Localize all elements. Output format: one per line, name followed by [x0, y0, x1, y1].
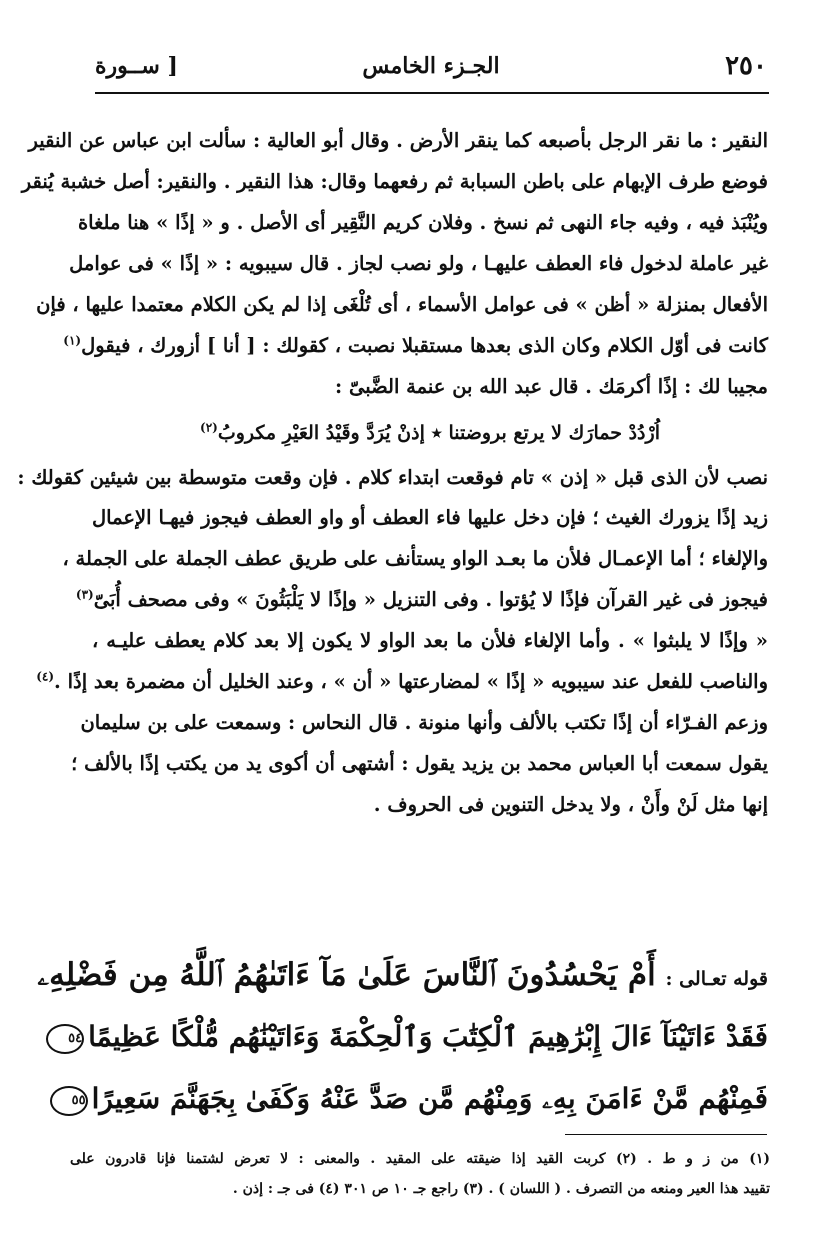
- quran-line-2: [68, 1006, 768, 1068]
- body-line: النقير : ما نقر الرجل بأصبعه كما ينقر الأرض . وقال أبو العالية : سألت ابن عباس عن النقير: [28, 129, 768, 152]
- body-line-with-marker: [63, 325, 768, 366]
- poetry-verse-text: اُرْدُدْ حمارَك لا يرتع بروضتنا ٭ إذنْ يُرَدَّ وقَيْدُ العَيْرِ مكروبُ: [217, 422, 660, 444]
- running-title: الجـزء الخامس: [362, 53, 500, 79]
- quran-line-1: [37, 944, 768, 1006]
- body-line: فوضع طرف الإبهام على باطن السبابة ثم رفعهما وقال: هذا النقير . والنقير: أصل خشبة يُنقر: [21, 170, 768, 193]
- footnote-marker-1: (١): [63, 333, 82, 348]
- body-line: إنها مثل لَنْ وأَنْ ، ولا يدخل التنوين فى الحروف .: [373, 793, 768, 816]
- body-line-text: فيجوز فى غير القرآن فإذًا لا يُؤتوا . وفى التنزيل « وإذًا لا يَلْبَثُونَ » وفى مصحف أُبَىّ: [93, 588, 768, 611]
- body-line-text: والناصب للفعل عند سيبويه « إذًا » لمضارعتها « أن » ، وعند الخليل أن مضمرة بعد إذًا .: [54, 670, 768, 693]
- footnote-marker-3: (٣): [75, 587, 94, 602]
- header-rule: [95, 92, 769, 94]
- footnote-line: تقييد هذا العير ومنعه من التصرف . ( اللسان ) . (٣) راجع جـ ١٠ ص ٣٠١ (٤) فى جـ : إذن .: [232, 1181, 770, 1197]
- body-line: مجيبا لك : إذًا أكرمَك . قال عبد الله بن عنمة الضَّبىّ :: [334, 375, 768, 398]
- body-line: نصب لأن الذى قبل « إذن » تام فوقعت ابتداء كلام . فإن وقعت متوسطة بين شيئين كقولك :: [17, 466, 768, 489]
- poetry-verse: [92, 407, 768, 459]
- quran-text-1: أَمْ يَحْسُدُونَ ٱلنَّاسَ عَلَىٰ مَآ ءَاتَىٰهُمُ ٱللَّهُ مِن فَضْلِهِۦ: [37, 957, 656, 993]
- footnote-marker-4: (٤): [36, 669, 55, 684]
- body-line: والإلغاء ؛ أما الإعمـال فلأن ما بعـد الواو يستأنف على طريق عطف الجملة على الجملة ،: [62, 547, 768, 570]
- page-header: [95, 46, 767, 90]
- quran-text-3: فَمِنْهُم مَّنْ ءَامَنَ بِهِۦ وَمِنْهُم مَّن صَدَّ عَنْهُ وَكَفَىٰ بِجَهَنَّمَ سَعِيرًا: [91, 1082, 768, 1115]
- surah-label: [ ســورة: [95, 53, 178, 79]
- quran-verses: [37, 944, 768, 1130]
- footnote-marker-2: (٢): [200, 420, 218, 435]
- footnote-line: (١) من ز و ط . (٢) كربت القيد إذا ضيقته على المقيد . والمعنى : لا تعرض لشتمنا فإنا قادرون على: [70, 1151, 770, 1167]
- body-line: غير عاملة لدخول فاء العطف عليهـا ، ولو نصب لجاز . قال سيبويه : « إذًا » فى عوامل: [69, 252, 768, 275]
- quran-text-2: فَقَدْ ءَاتَيْنَآ ءَالَ إِبْرَٰهِيمَ ٱلْكِتَٰبَ وَٱلْحِكْمَةَ وَءَاتَيْنَٰهُم مُّلْكًا عَظِيمًا: [88, 1020, 768, 1053]
- quran-intro: قوله تعـالى :: [665, 968, 768, 990]
- ayah-number-54: ٥٤: [46, 1024, 84, 1054]
- body-line: ويُنْبَذ فيه ، وفيه جاء النهى ثم نسخ . وفلان كريم النَّقِير أى الأصل . و « إذًا » هنا ملغاة: [77, 211, 768, 234]
- body-line: الأفعال بمنزلة « أظن » فى عوامل الأسماء ، أى تُلْغَى إذا لم يكن الكلام معتمدا عليها ، فإن: [36, 293, 768, 316]
- page-number: ٢٥٠: [725, 51, 767, 81]
- footnote-rule: [565, 1134, 767, 1135]
- body-line-with-marker: [36, 661, 768, 702]
- body-line: « وإذًا لا يلبثوا » . وأما الإلغاء فلأن ما بعد الواو لا يكون إلا بعد كلام يعطف عليـه ،: [92, 629, 768, 652]
- body-line: زيد إذًا يزورك الغيث ؛ فإن دخل عليها فاء العطف أو واو العطف فيجوز فيهـا الإعمال: [92, 506, 768, 529]
- body-line-text: كانت فى أوّل الكلام وكان الذى بعدها مستقبلا نصبت ، كقولك : [ أنا ] أزورك ، فيقول: [81, 334, 768, 357]
- ayah-number-55: ٥٥: [50, 1086, 88, 1116]
- quran-line-3: [71, 1068, 768, 1130]
- body-text: [17, 120, 768, 825]
- body-line-with-marker: [75, 579, 768, 620]
- body-line: وزعم الفـرّاء أن إذًا تكتب بالألف وأنها منونة . قال النحاس : وسمعت على بن سليمان: [80, 711, 768, 734]
- body-line: يقول سمعت أبا العباس محمد بن يزيد يقول : أشتهى أن أكوى يد من يكتب إذًا بالألف ؛: [71, 752, 768, 775]
- footnotes: [70, 1144, 770, 1204]
